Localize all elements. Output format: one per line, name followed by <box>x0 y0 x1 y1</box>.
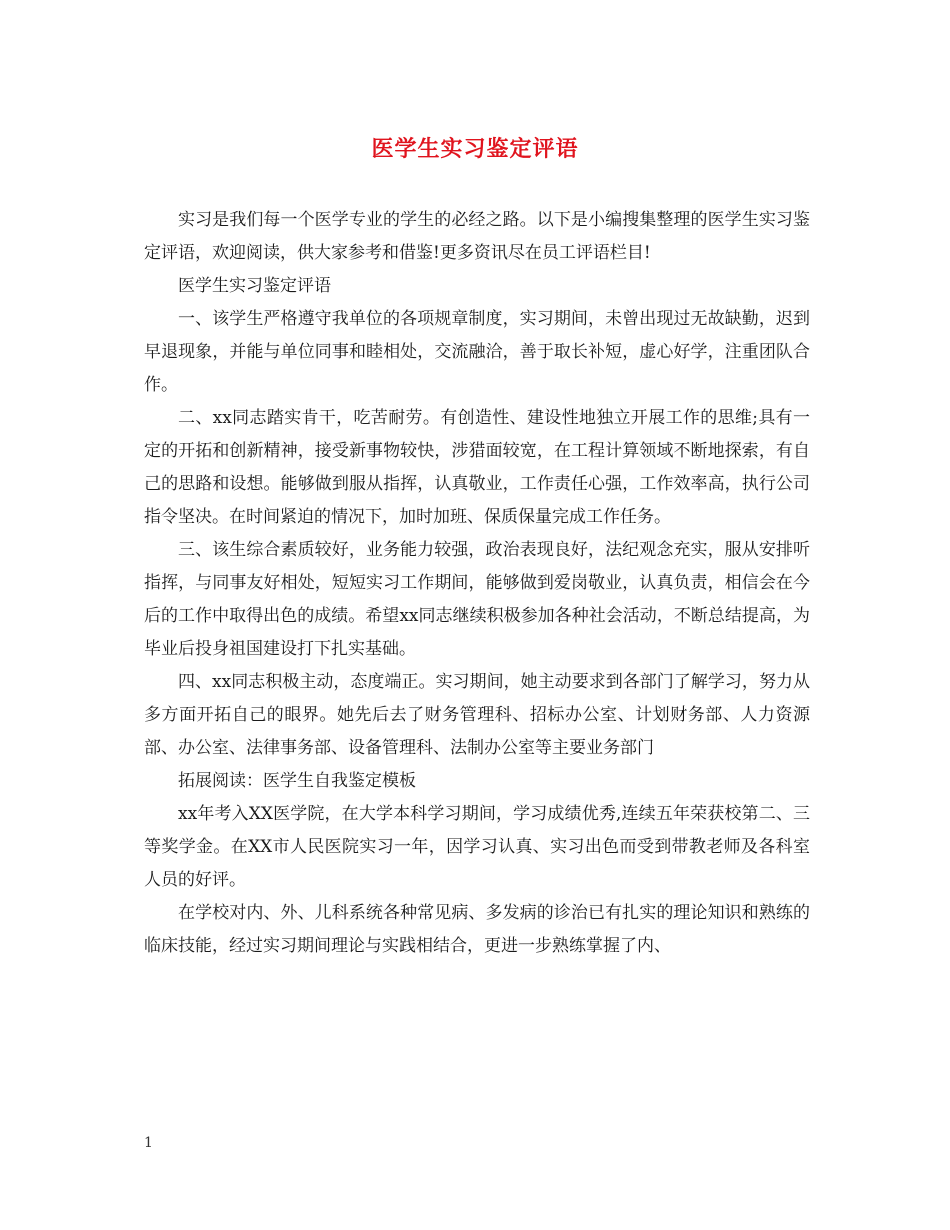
paragraph-extended-heading: 拓展阅读：医学生自我鉴定模板 <box>178 771 416 791</box>
paragraph-self-assessment-1: xx年考入XX医学院，在大学本科学习期间，学习成绩优秀,连续五年荣获校第二、三等奖学金。在XX市人民医院实习一年，因学习认真、实习出色而受到带教老师及各科室人员的好评。 <box>144 804 810 890</box>
paragraph-intro: 实习是我们每一个医学专业的学生的必经之路。以下是小编搜集整理的医学生实习鉴定评语，欢迎阅读，供大家参考和借鉴!更多资讯尽在员工评语栏目! <box>144 210 810 263</box>
document-title: 医学生实习鉴定评语 <box>371 136 579 162</box>
document-body <box>144 204 810 963</box>
paragraph-comment-2: 二、xx同志踏实肯干，吃苦耐劳。有创造性、建设性地独立开展工作的思维;具有一定的开拓和创新精神，接受新事物较快，涉猎面较宽，在工程计算领域不断地探索，有自己的思路和设想。能够做到服从指挥，认真敬业，工作责任心强，工作效率高，执行公司指令坚决。在时间紧迫的情况下，加时加班、保质保量完成工作任务。 <box>144 408 810 527</box>
paragraph-subheading: 医学生实习鉴定评语 <box>178 276 331 296</box>
paragraph-comment-4: 四、xx同志积极主动，态度端正。实习期间，她主动要求到各部门了解学习，努力从多方面开拓自己的眼界。她先后去了财务管理科、招标办公室、计划财务部、人力资源部、办公室、法律事务部、设备管理科、法制办公室等主要业务部门 <box>144 672 810 758</box>
page-number: 1 <box>144 1135 153 1151</box>
paragraph-comment-1: 一、该学生严格遵守我单位的各项规章制度，实习期间，未曾出现过无故缺勤，迟到早退现象，并能与单位同事和睦相处，交流融洽，善于取长补短，虚心好学，注重团队合作。 <box>144 309 810 395</box>
paragraph-self-assessment-2: 在学校对内、外、儿科系统各种常见病、多发病的诊治已有扎实的理论知识和熟练的临床技能，经过实习期间理论与实践相结合，更进一步熟练掌握了内、 <box>144 903 810 956</box>
paragraph-comment-3: 三、该生综合素质较好，业务能力较强，政治表现良好，法纪观念充实，服从安排听指挥，与同事友好相处，短短实习工作期间，能够做到爱岗敬业，认真负责，相信会在今后的工作中取得出色的成绩。希望xx同志继续积极参加各种社会活动，不断总结提高，为毕业后投身祖国建设打下扎实基础。 <box>144 540 810 659</box>
